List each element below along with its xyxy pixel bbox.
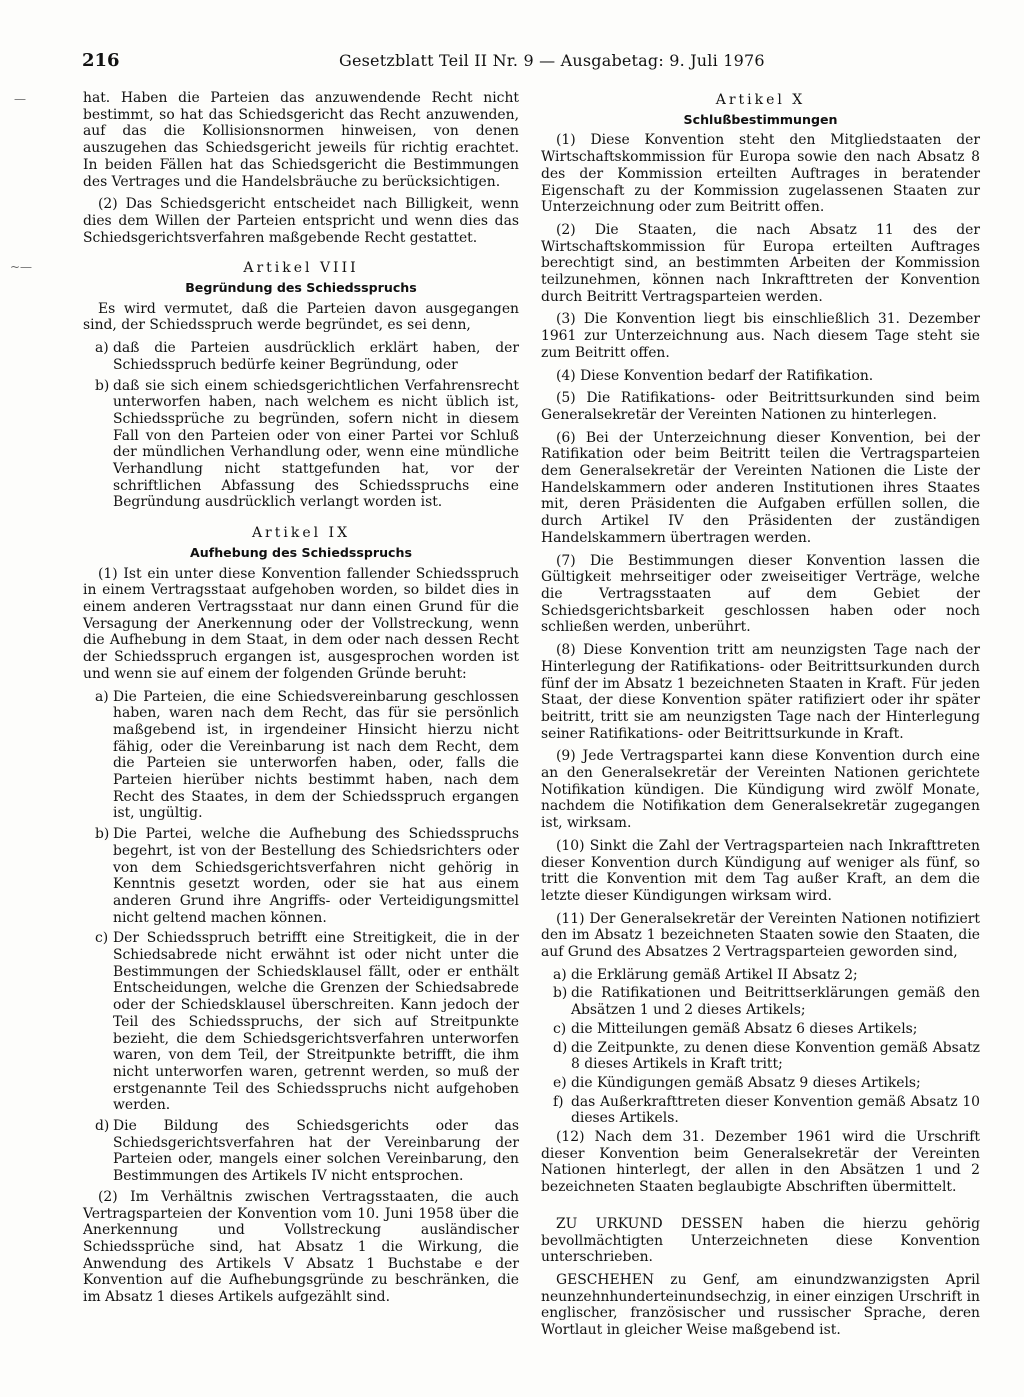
left-column <box>83 90 519 1312</box>
list-item <box>541 967 980 984</box>
list-item-text: Die Parteien, die eine Schiedsvereinbarung geschlossen haben, waren nach dem Recht, das für sie persönlich maßgebend ist, in irgendeiner Hinsicht hierzu nicht fähig, oder die Vereinbarung ist nach dem Recht, dem die Parteien sie unterworfen haben, oder, falls die Parteien hierüber nichts bestimmt haben, nach dem Recht des Staates, in dem der Schiedsspruch ergangen ist, ungültig. <box>113 688 519 822</box>
paragraph: (11) Der Generalsekretär der Vereinten Nationen notifiziert den im Absatz 1 bezeichneten Staaten sowie den Staaten, die auf Grund des Absatzes 2 Vertragsparteien geworden sind, <box>541 910 980 961</box>
list-item <box>83 1118 519 1185</box>
closing-paragraph: ZU URKUND DESSEN haben die hierzu gehörig bevollmächtigten Unterzeichneten diese Konvention unterschrieben. <box>541 1215 980 1266</box>
article-title: Schlußbestimmungen <box>683 111 838 127</box>
paragraph: (5) Die Ratifikations- oder Beitrittsurkunden sind beim Generalsekretär der Vereinten Nationen zu hinterlegen. <box>541 390 980 423</box>
margin-mark: ~— <box>10 260 33 274</box>
list-item-label: b) <box>553 985 568 1002</box>
paragraph: (10) Sinkt die Zahl der Vertragsparteien nach Inkrafttreten dieser Konvention durch Kündigung auf weniger als fünf, so tritt die Konvention mit dem Tag außer Kraft, an dem die letzte dieser Kündigungen wirksam wird. <box>541 837 980 904</box>
list-item-text: die Erklärung gemäß Artikel II Absatz 2; <box>571 966 858 983</box>
article-heading: Artikel IX <box>251 525 351 542</box>
paragraph: (9) Jede Vertragspartei kann diese Konvention durch eine an den Generalsekretär der Vereinten Nationen gerichtete Notifikation kündigen. Die Kündigung wird zwölf Monate, nachdem die Notifikation dem Generalsekretär zugegangen ist, wirksam. <box>541 748 980 832</box>
page-number: 216 <box>82 50 120 71</box>
list-item <box>83 826 519 926</box>
list-item-label: b) <box>95 377 110 394</box>
gazette-title: Gesetzblatt Teil II Nr. 9 — Ausgabetag: 9. Juli 1976 <box>339 51 765 70</box>
list-item-label: d) <box>553 1039 568 1056</box>
notification-list <box>541 967 980 1127</box>
list-item-text: die Ratifikationen und Beitrittserklärungen gemäß den Absätzen 1 und 2 dieses Artikels; <box>571 985 980 1019</box>
list-item <box>83 930 519 1114</box>
paragraph: (8) Diese Konvention tritt am neunzigsten Tage nach der Hinterlegung der Ratifikations- oder Beitrittsurkunden durch fünf der im Absatz 1 bezeichneten Staaten in Kraft. Für jeden Staat, der diese Konvention später ratifiziert oder ihr später beitritt, tritt sie am neunzigsten Tage nach der Hinterlegung seiner Ratifikations- oder Beitrittsurkunde in Kraft. <box>541 642 980 742</box>
list-item-text: die Mitteilungen gemäß Absatz 6 dieses Artikels; <box>571 1020 918 1037</box>
list-item-label: d) <box>95 1118 110 1135</box>
paragraph: (2) Die Staaten, die nach Absatz 11 des der Wirtschaftskommission für Europa erteilten Auftrages berechtigt sind, an bestimmten Arbeiten der Kommission teilzunehmen, können nach Inkrafttreten der Konvention durch Beitritt Vertragsparteien werden. <box>541 221 980 305</box>
paragraph: (3) Die Konvention liegt bis einschließlich 31. Dezember 1961 zur Unterzeichnung aus. Nach diesem Tage steht sie zum Beitritt offen. <box>541 311 980 361</box>
closing-paragraph: GESCHEHEN zu Genf, am einundzwanzigsten April neunzehnhunderteinundsechzig, in einer einzigen Urschrift in englischer, französischer und russischer Sprache, deren Wortlaut in gleicher Weise maßgebend ist. <box>541 1272 980 1339</box>
list-item-text: Der Schiedsspruch betrifft eine Streitigkeit, die in der Schiedsabrede nicht erwähnt ist oder nicht unter die Bestimmungen der Schiedsklausel fällt, oder er enthält Entscheidungen, welche die Grenzen der Schiedsabrede oder der Schiedsklausel überschreiten. Kann jedoch der Teil des Schiedsspruchs, der sich auf Streitpunkte bezieht, die dem Schiedsgerichtsverfahren unterworfen waren, von dem Teil, der Streitpunkte betrifft, die ihm nicht unterworfen waren, getrennt werden, so muß der erstgenannte Teil des Schiedsspruchs nicht aufgehoben werden. <box>113 930 519 1114</box>
list-item <box>541 1021 980 1038</box>
list-item-text: Die Partei, welche die Aufhebung des Schiedsspruchs begehrt, ist von der Bestellung des Schiedsrichters oder von dem Schiedsgerichtsverfahren nicht gehörig in Kenntnis gesetzt worden, oder sie hat aus einem anderen Grund ihre Angriffs- oder Verteidigungsmittel nicht geltend machen können. <box>113 826 519 926</box>
paragraph: (1) Diese Konvention steht den Mitgliedstaaten der Wirtschaftskommission für Europa sowie den nach Absatz 8 des der Kommission erteilten Auftrages in beratender Eigenschaft zu der Kommission zugelassenen Staaten zur Unterzeichnung oder zum Beitritt offen. <box>541 132 980 216</box>
list-item <box>83 340 519 373</box>
list-item-label: a) <box>553 966 567 983</box>
list-item <box>541 1040 980 1073</box>
list-item-label: f) <box>553 1093 564 1110</box>
paragraph: (12) Nach dem 31. Dezember 1961 wird die Urschrift dieser Konvention beim Generalsekretär der Vereinten Nationen hinterlegt, der allen in den Absätzen 1 und 2 bezeichneten Staaten beglaubigte Abschriften übermittelt. <box>541 1129 980 1196</box>
article-heading: Artikel VIII <box>243 260 359 277</box>
list-item <box>83 689 519 823</box>
list-item-label: b) <box>95 826 110 843</box>
list-item-label: a) <box>95 340 109 357</box>
list-item-text: das Außerkrafttreten dieser Konvention gemäß Absatz 10 dieses Artikels. <box>571 1093 980 1127</box>
paragraph: (2) Im Verhältnis zwischen Vertragsstaaten, die auch Vertragsparteien der Konvention vom 10. Juni 1958 über die Anerkennung und Vollstreckung ausländischer Schiedssprüche sind, hat Absatz 1 die Wirkung, die Anwendung des Artikels V Absatz 1 Buchstabe e der Konvention auf die Aufhebungsgründe zu beschränken, die im Absatz 1 dieses Artikels aufgezählt sind. <box>83 1188 519 1306</box>
list-item-text: daß die Parteien ausdrücklich erklärt haben, der Schiedsspruch bedürfe keiner Begründung, oder <box>113 340 519 373</box>
list-item-text: Die Bildung des Schiedsgerichts oder das Schiedsgerichtsverfahren hat der Vereinbarung der Parteien oder, mangels einer solchen Vereinbarung, den Bestimmungen des Artikels IV nicht entsprochen. <box>113 1118 519 1185</box>
article-heading: Artikel X <box>715 92 806 108</box>
article-title: Begründung des Schiedsspruchs <box>185 280 417 296</box>
paragraph: hat. Haben die Parteien das anzuwendende Recht nicht bestimmt, so hat das Schiedsgericht das Recht anzuwenden, auf das die Kollisionsnormen hinweisen, von denen auszugehen das Schiedsgericht jeweils für richtig erachtet. In beiden Fällen hat das Schiedsgericht die Bestimmungen des Vertrages und die Handelsbräuche zu berücksichtigen. <box>83 90 519 190</box>
paragraph: (6) Bei der Unterzeichnung dieser Konvention, bei der Ratifikation oder beim Beitritt teilen die Vertragsparteien dem Generalsekretär der Vereinten Nationen die Liste der Handelskammern oder anderen Institutionen ihres Staates mit, deren Präsidenten die Aufgaben erfüllen sollen, die durch Artikel IV den Präsidenten der zuständigen Handelskammern übertragen werden. <box>541 429 980 546</box>
list-item <box>541 1094 980 1127</box>
list-item-label: c) <box>95 930 109 947</box>
right-column <box>541 90 980 1345</box>
list-item <box>541 985 980 1018</box>
margin-mark: — <box>14 92 26 106</box>
paragraph: (7) Die Bestimmungen dieser Konvention lassen die Gültigkeit mehrseitiger oder zweiseitiger Verträge, welche die Vertragsstaaten auf dem Gebiet der Schiedsgerichtsbarkeit geschlossen haben oder noch schließen werden, unberührt. <box>541 552 980 636</box>
list-item-label: e) <box>553 1074 567 1091</box>
paragraph: (4) Diese Konvention bedarf der Ratifikation. <box>556 367 874 384</box>
list-item <box>541 1075 980 1092</box>
paragraph: (2) Das Schiedsgericht entscheidet nach Billigkeit, wenn dies dem Willen der Parteien entspricht und wenn dies das Schiedsgerichtsverfahren maßgebende Recht gestattet. <box>83 196 519 246</box>
paragraph: (1) Ist ein unter diese Konvention fallender Schiedsspruch in einem Vertragsstaat aufgehoben worden, so bildet dies in einem anderen Vertragsstaat nur dann einen Grund für die Versagung der Anerkennung oder der Vollstreckung, wenn die Aufhebung in dem Staat, in dem oder nach dessen Recht der Schiedsspruch ergangen ist, ausgesprochen worden ist und wenn sie auf einem der folgenden Gründe beruht: <box>83 565 519 682</box>
paragraph: Es wird vermutet, daß die Parteien davon ausgegangen sind, der Schiedsspruch werde begründet, es sei denn, <box>83 300 519 334</box>
list-item-text: die Kündigungen gemäß Absatz 9 dieses Artikels; <box>571 1074 921 1091</box>
page-header <box>82 50 962 80</box>
list-item-label: c) <box>553 1020 567 1037</box>
list-item-text: die Zeitpunkte, zu denen diese Konvention gemäß Absatz 8 dieses Artikels in Kraft tritt; <box>571 1039 980 1073</box>
article-title: Aufhebung des Schiedsspruchs <box>190 544 412 560</box>
list-item-text: daß sie sich einem schiedsgerichtlichen Verfahrensrecht unterworfen haben, nach welchem es nicht üblich ist, Schiedssprüche zu begründen, sofern nicht in diesem Fall von den Parteien oder von einer Partei vor Schluß der mündlichen Verhandlung oder, wenn eine mündliche Verhandlung nicht stattgefunden hat, vor der schriftlichen Abfassung des Schiedsspruchs eine Begründung ausdrücklich verlangt worden ist. <box>113 377 519 511</box>
list-item-label: a) <box>95 688 109 705</box>
list-item <box>83 378 519 512</box>
